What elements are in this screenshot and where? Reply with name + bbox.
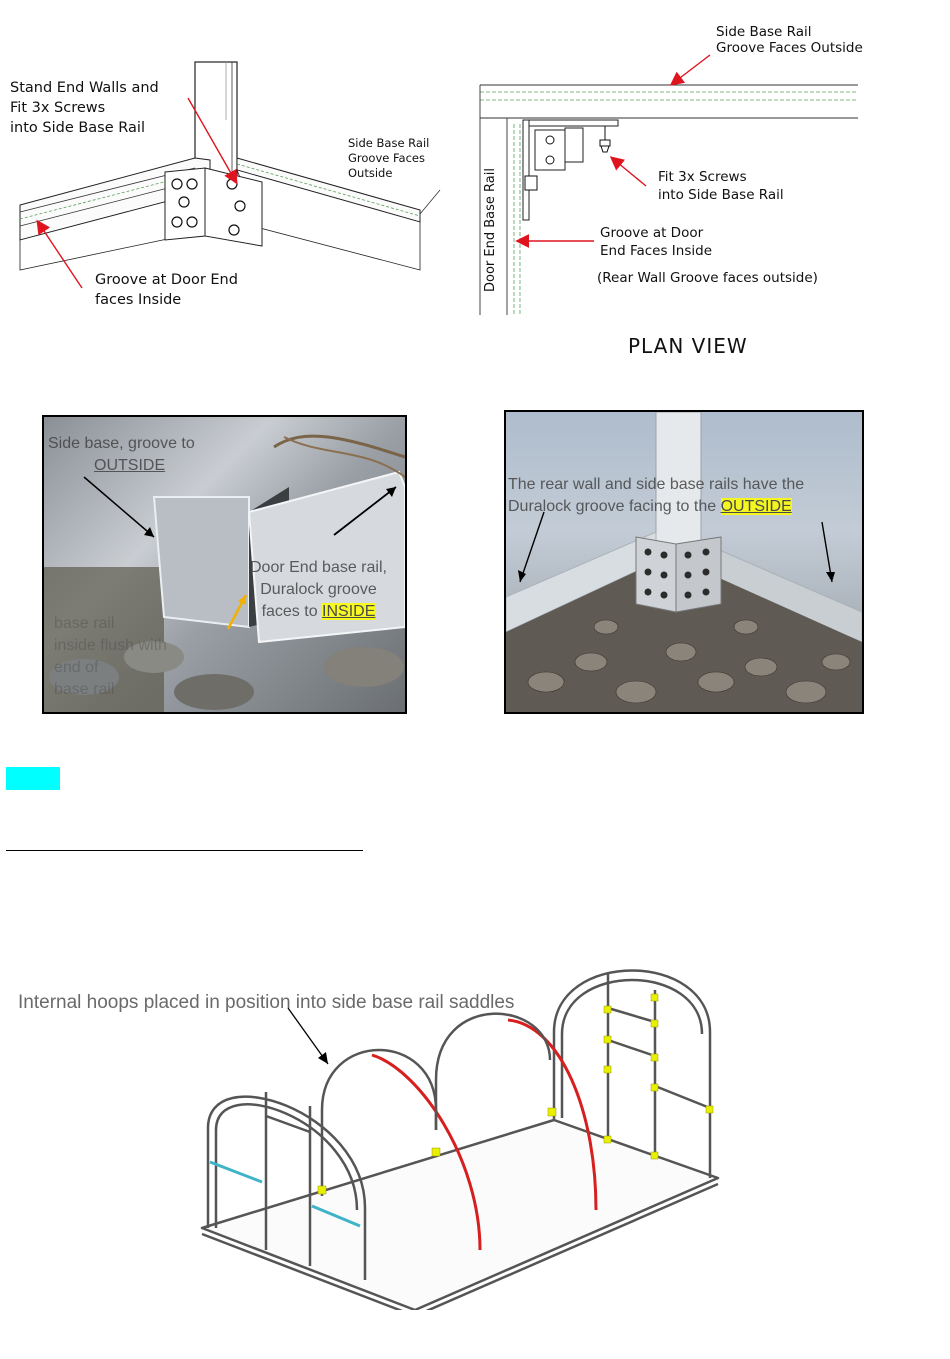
door-end-caption: Door End base rail, Duralock groove faces to — [250, 559, 387, 620]
outside-emphasis: OUTSIDE — [94, 457, 166, 474]
side-base-text — [48, 433, 195, 477]
door-end-base-rail-label: Door End Base Rail — [483, 168, 498, 292]
outside-emphasis-right: OUTSIDE — [720, 498, 792, 515]
door-groove-label: Groove at Door End faces Inside — [95, 272, 238, 308]
plan-view-title: PLAN VIEW — [628, 334, 748, 358]
tunnel-frame-illustration — [190, 960, 730, 1310]
horizontal-rule — [6, 850, 363, 851]
tunnel-frame-diagram — [190, 960, 730, 1310]
door-end-text — [250, 557, 387, 623]
plan-view-drawing — [470, 0, 950, 370]
rear-wall-caption: The rear wall and side base rails have the Duralock groove facing to the — [508, 476, 805, 515]
inside-emphasis: INSIDE — [322, 603, 376, 620]
side-base-caption: Side base, groove to — [48, 435, 195, 452]
side-groove-label: Side Base Rail Groove Faces Outside — [348, 136, 430, 180]
photo-door-end-rail — [42, 415, 407, 714]
faded-caption: base rail inside flush with end of base rail — [54, 615, 167, 698]
side-rail-groove-label: Side Base Rail Groove Faces Outside — [716, 24, 863, 56]
door-end-groove-label: Groove at Door End Faces Inside — [600, 225, 712, 259]
corner-detail-drawing — [0, 0, 460, 320]
hoops-caption: Internal hoops placed in position into side base rail saddles — [18, 992, 515, 1013]
fit-screws-label: Fit 3x Screws into Side Base Rail — [658, 169, 784, 203]
rear-wall-text — [508, 474, 804, 518]
photo-rear-wall-rail — [504, 410, 864, 714]
rear-wall-groove-label: (Rear Wall Groove faces outside) — [597, 270, 818, 286]
stand-end-walls-label: Stand End Walls and Fit 3x Screws into Side Base Rail — [10, 80, 159, 136]
photo-right-scene — [506, 412, 862, 712]
cyan-marker — [6, 767, 60, 790]
